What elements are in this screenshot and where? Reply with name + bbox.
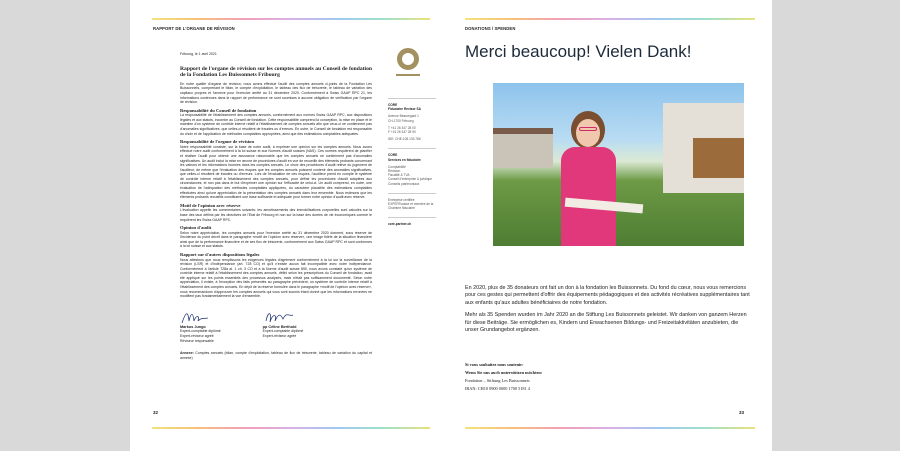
signature-icon — [180, 309, 220, 325]
rainbow-rule — [465, 427, 755, 429]
section-heading: Motif de l'opinion avec réserve — [180, 202, 241, 208]
page-number: 32 — [153, 410, 159, 415]
report-title: Rapport de l'organe de révision sur les comptes annuels au Conseil de fondation de la Fondation Les Buissonnets Fribourg — [180, 65, 372, 79]
core-logo-icon — [397, 48, 419, 70]
section-text: Nous attestons que nous remplissons les exigences légales d'agrément conformément à la loi sur la surveillance de la révision (LSR) et d'indépendance (art. 728 CO) et qu'il n'existe aucun fait incompatible avec notre indépendance. Conformément à l'article 728a al. 1 ch. 3 CO et à la Norme d'audit suisse 890, nous avons constaté qu'un système de contrôle interne relatif à l'établissement des comptes annuels, défini selon les prescriptions du Conseil de fondation, avait été appliqué sur les points essentiels des processus analysés, mais n'était pas suffisamment documenté. Selon notre appréciation, il existe, à l'exception des faits présentés au paragraphe précédent, un système de contrôle interne relatif à l'établissement des comptes annuels. En dépit de la réserve formulée dans le paragraphe «motif de l'opinion avec réserve», nous recommandons d'approuver les comptes annuels qui vous sont soumis étant donné que les informations erronées ne modifient pas fondamentalement la vue d'ensemble. — [180, 257, 372, 299]
signature-icon — [263, 309, 303, 325]
signatory: Markus Jungo Expert-comptable diplômé Expert-réviseur agréé Réviseur responsable — [180, 309, 221, 343]
report-intro: En notre qualité d'organe de révision, nous avons effectué l'audit des comptes annuels ci-joints de la Fondation Les Buissonnets, comprenant le bilan, le compte d'exploitation, le tableau des flux de trésorerie, le tableau de variation des capitaux propres et l'annexe pour l'exercice arrêté au 31 décembre 2020. Conformément à Swiss GAAP RPC 21, les informations contenues dans le rapport de performance ne sont soumises à aucune obligation de vérification par l'organe de révision. — [180, 81, 372, 105]
left-page — [130, 0, 451, 451]
auditor-sidebar: CORE Fiduciaire Revisor SA Avenue Beauregard 1 CH-1700 Fribourg T +41 26 347 28 00 F +41 26 347 28 90 IDE: CHE-105.133.786 CORE Services en fiduciaire Comptabilité Révision Fiscalité & TVA Conseil d'entreprise & juridique Conseils patrimoniaux Entreprise certifiée EXPERTsuisse et membre de la Chambre fiduciaire core-partner.ch — [388, 48, 436, 227]
section-heading: Responsabilité du Conseil de fondation — [180, 107, 257, 113]
thank-you-text: En 2020, plus de 35 donateurs ont fait un don à la fondation les Buissonnets. Du fond du cœur, nous vous remercions pour ces gestes qui permettent d'offrir des équipements pédagogiques et des activités récréatives supplémentaires tant aux enfants qu'aux adultes bénéficiaires de notre fondation. Mehr als 35 Spenden wurden im Jahr 2020 an die Stiftung Les Buissonnets geleistet. Wir danken von ganzem Herzen für diese Beiträge. Sie ermöglichen es, Kindern und Erwachsenen Bildungs- und Freizeitaktivitäten anzubieten, die unser Grundangebot ergänzen. — [465, 285, 750, 334]
page-number: 33 — [739, 410, 745, 415]
page-header: RAPPORT DE L'ORGANE DE RÉVISION — [153, 26, 235, 31]
signatory: pp Céline Berthold Expert-comptable diplômé Expert-réviseur agréé — [263, 309, 304, 343]
page-title: Merci beaucoup! Vielen Dank! — [465, 42, 692, 61]
page-header: DONATIONS / SPENDEN — [465, 26, 516, 31]
website-link[interactable]: core-partner.ch — [388, 222, 412, 227]
section-heading: Responsabilité de l'organe de révision — [180, 139, 255, 145]
rainbow-rule — [465, 18, 755, 20]
section-text: L'évaluation appelle les commentaires suivants: les amortissements des immobilisations corporelles sont calculés sur la base des taux définis par les directives de l'Etat de Fribourg et non sur la base des durées de vie économiques comme le requièrent les Swiss GAAP RPC. — [180, 208, 372, 222]
section-text: Notre responsabilité consiste, sur la base de notre audit, à exprimer une opinion sur les comptes annuels. Nous avons effectué notre audit conformément à la loi suisse et aux Normes d'audit suisses (NAS). Ces normes requièrent de planifier et réaliser l'audit pour obtenir une assurance raisonnable que les comptes annuels ne contiennent pas d'anomalies significatives. Un audit inclut la mise en œuvre de procédures d'audit en vue de recueillir des éléments probants concernant les valeurs et les informations fournies dans les comptes annuels. Le choix des procédures d'audit relève du jugement de l'auditeur, de même que l'évaluation des risques que les comptes annuels puissent contenir des anomalies significatives, que celles-ci résultent de fraudes ou d'erreurs. Lors de l'évaluation de ces risques, l'auditeur prend en compte le système de contrôle interne relatif à l'établissement des comptes annuels, pour définir les procédures d'audit adaptées aux circonstances, et non pas dans le but d'exprimer une opinion sur l'efficacité de celui-ci. Un audit comprend, en outre, une évaluation de l'adéquation des méthodes comptables appliquées, du caractère plausible des estimations comptables effectuées ainsi qu'une appréciation de la présentation des comptes annuels dans leur ensemble. Nous estimons que les éléments probants recueillis constituent une base suffisante et adéquate pour former notre opinion d'audit avec réserve. — [180, 144, 372, 200]
section-text: Selon notre appréciation, les comptes annuels pour l'exercice arrêté au 31 décembre 2020 donnent, sous réserve de l'incidence du point décrit dans le paragraphe «motif de l'opinion avec réserve», une image fidèle de la situation financière ainsi que de la performance financière et de ses flux de trésorerie, conformément aux Swiss GAAP RPC et sont conformes à la loi suisse et aux statuts. — [180, 230, 372, 249]
section-text: La responsabilité de l'établissement des comptes annuels, conformément aux normes Swiss GAAP RPC, aux dispositions légales et aux statuts, incombe au Conseil de fondation. Cette responsabilité comprend la conception, la mise en place et le maintien d'un système de contrôle interne relatif à l'établissement de comptes annuels afin que ceux-ci ne contiennent pas d'anomalies significatives, que celles-ci résultent de fraudes ou d'erreurs. En outre, le Conseil de fondation est responsable du choix et de l'application de méthodes comptables appropriées, ainsi que des estimations comptables adéquates. — [180, 113, 372, 136]
rainbow-rule — [152, 18, 430, 20]
right-page — [451, 0, 772, 451]
support-info: Si vous souhaitez nous soutenir: Wenn Sie uns auch unterstützen möchten: Fondation – Stiftung Les Buissonnets IBAN: CH10 0900 0000 1700 5181 4 — [465, 362, 543, 391]
child-photo — [493, 83, 744, 246]
section-heading: Opinion d'audit — [180, 225, 212, 231]
annex: Annexe: Comptes annuels (bilan, compte d'exploitation, tableau de flux de trésorerie, tableau de variation du capital et annexe) — [180, 351, 372, 360]
rainbow-rule — [152, 427, 430, 429]
report-date: Fribourg, le 1 avril 2021 — [180, 52, 217, 56]
audit-report — [180, 52, 372, 362]
signatures — [180, 309, 372, 343]
iban: IBAN: CH10 0900 0000 1700 5181 4 — [465, 386, 530, 391]
section-heading: Rapport sur d'autres dispositions légales — [180, 252, 260, 257]
